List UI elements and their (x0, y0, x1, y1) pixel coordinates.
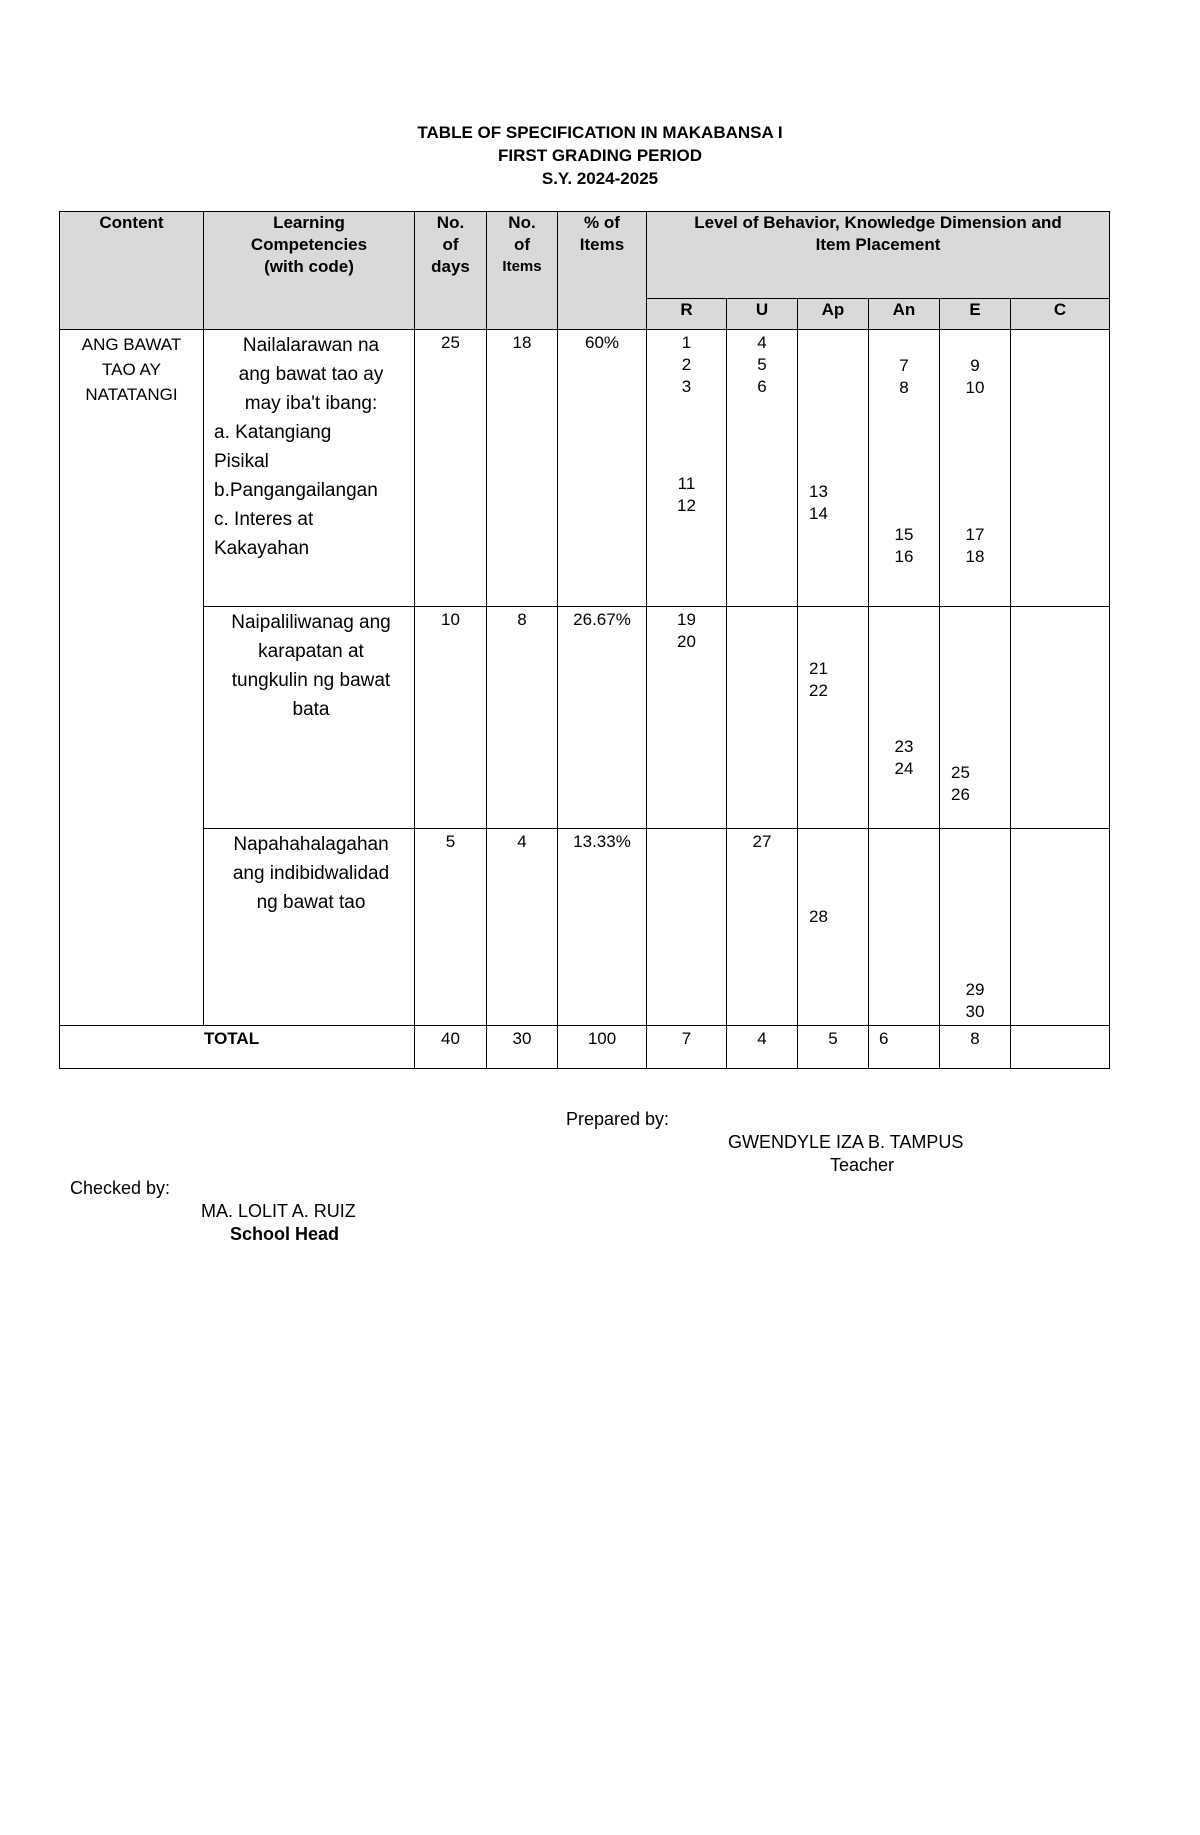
placement-e-cell: 25 26 (940, 607, 1011, 829)
total-days: 40 (415, 1026, 487, 1069)
placement-c-cell (1011, 330, 1110, 607)
document-title-block (0, 121, 1200, 190)
header-level-of-behavior: Level of Behavior, Knowledge Dimension and Item Placement (647, 212, 1110, 299)
placement-r-cell: 1 2 3 11 12 (647, 330, 727, 607)
percent-cell: 26.67% (558, 607, 647, 829)
total-ap: 5 (798, 1026, 869, 1069)
preparer-role: Teacher (830, 1155, 895, 1175)
header-level-an: An (869, 299, 940, 330)
items-cell: 18 (487, 330, 558, 607)
total-e: 8 (940, 1026, 1011, 1069)
document-title: TABLE OF SPECIFICATION IN MAKABANSA I (417, 123, 783, 142)
placement-e-cell: 29 30 (940, 829, 1011, 1026)
competency-cell: Nailalarawan na ang bawat tao ay may iba't ibang: a. Katangiang Pisikal b.Pangangailangan c. Interes at Kakayahan (204, 330, 415, 607)
header-competencies: Learning Competencies (with code) (204, 212, 415, 330)
header-items: No. of Items (487, 212, 558, 330)
placement-e-cell: 9 10 17 18 (940, 330, 1011, 607)
preparer-name: GWENDYLE IZA B. TAMPUS (728, 1132, 964, 1152)
table-row (60, 330, 1110, 607)
header-percent: % of Items (558, 212, 647, 330)
days-cell: 5 (415, 829, 487, 1026)
items-cell: 4 (487, 829, 558, 1026)
table-row (60, 607, 1110, 829)
placement-r-cell (647, 829, 727, 1026)
days-cell: 10 (415, 607, 487, 829)
content-topic-cell: ANG BAWAT TAO AY NATATANGI (60, 330, 204, 1026)
competency-cell: Napahahalagahan ang indibidwalidad ng bawat tao (204, 829, 415, 1026)
placement-u-cell (727, 607, 798, 829)
placement-u-cell: 27 (727, 829, 798, 1026)
placement-c-cell (1011, 607, 1110, 829)
placement-ap-cell: 28 (798, 829, 869, 1026)
competency-cell: Naipaliliwanag ang karapatan at tungkulin ng bawat bata (204, 607, 415, 829)
header-days: No. of days (415, 212, 487, 330)
specification-table (59, 211, 1110, 1069)
header-level-e: E (940, 299, 1011, 330)
placement-r-cell: 19 20 (647, 607, 727, 829)
header-level-u: U (727, 299, 798, 330)
placement-ap-cell: 21 22 (798, 607, 869, 829)
total-label: TOTAL (60, 1026, 415, 1069)
checked-by-label: Checked by: (70, 1178, 171, 1198)
header-level-c: C (1011, 299, 1110, 330)
placement-c-cell (1011, 829, 1110, 1026)
checker-role: School Head (230, 1224, 340, 1244)
total-r: 7 (647, 1026, 727, 1069)
header-level-r: R (647, 299, 727, 330)
percent-cell: 13.33% (558, 829, 647, 1026)
header-level-ap: Ap (798, 299, 869, 330)
header-content: Content (60, 212, 204, 330)
placement-u-cell: 4 5 6 (727, 330, 798, 607)
total-percent: 100 (558, 1026, 647, 1069)
total-c (1011, 1026, 1110, 1069)
prepared-by-label: Prepared by: (566, 1109, 670, 1129)
percent-cell: 60% (558, 330, 647, 607)
school-year: S.Y. 2024-2025 (541, 169, 659, 188)
total-items: 30 (487, 1026, 558, 1069)
table-row (60, 829, 1110, 1026)
checker-name: MA. LOLIT A. RUIZ (201, 1201, 356, 1221)
placement-an-cell (869, 829, 940, 1026)
total-u: 4 (727, 1026, 798, 1069)
placement-an-cell: 23 24 (869, 607, 940, 829)
placement-an-cell: 7 8 15 16 (869, 330, 940, 607)
total-an: 6 (869, 1026, 940, 1069)
grading-period: FIRST GRADING PERIOD (497, 146, 702, 165)
items-cell: 8 (487, 607, 558, 829)
days-cell: 25 (415, 330, 487, 607)
placement-ap-cell: 13 14 (798, 330, 869, 607)
total-row (60, 1026, 1110, 1069)
